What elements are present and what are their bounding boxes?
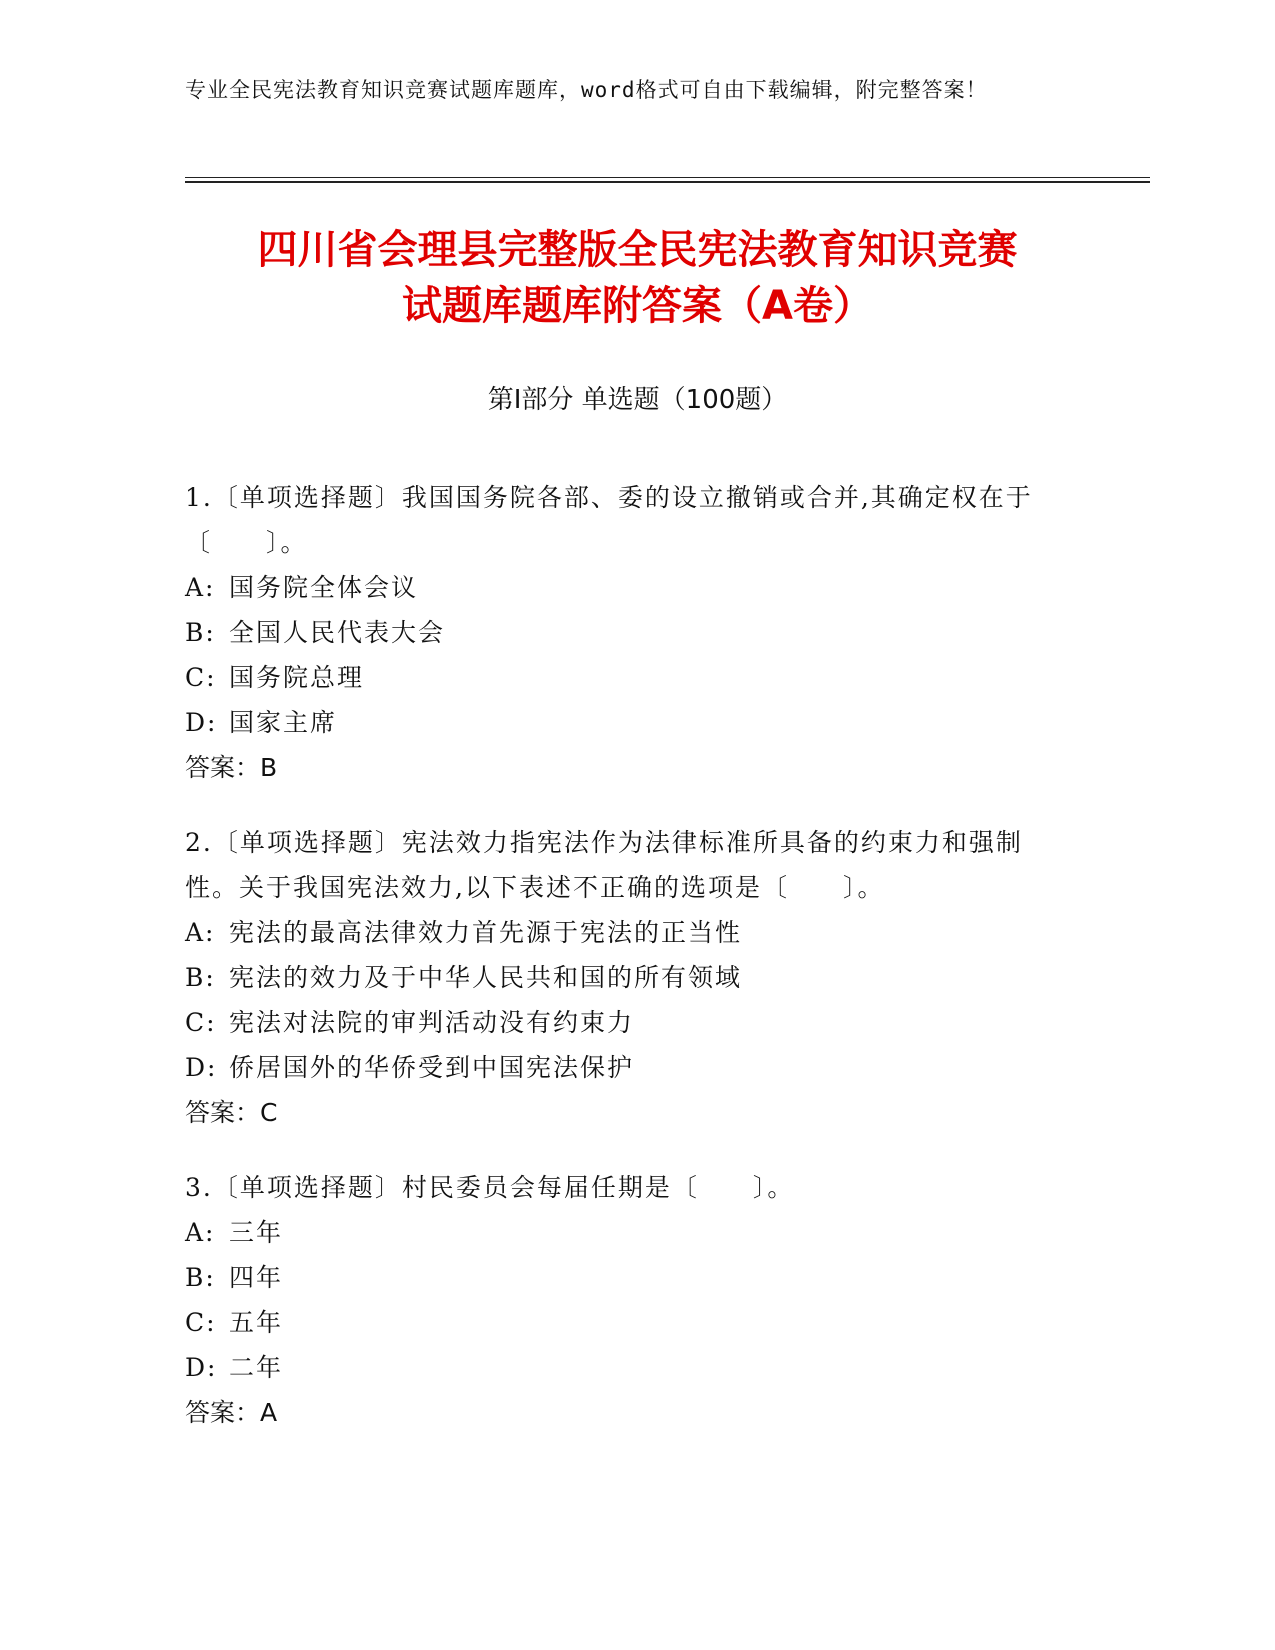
option-key: C: [185,1308,217,1337]
option-key: A: [185,918,216,947]
document-title-line-2: 试题库题库附答案（A卷） [402,283,873,329]
option-b [185,1255,1065,1300]
question-3 [185,1165,1065,1435]
option-text: 宪法的效力及于中华人民共和国的所有领域 [229,963,743,992]
option-b [185,955,1065,1000]
header-divider-thin [185,177,1150,178]
option-text: 五年 [229,1308,284,1337]
option-b [185,610,1065,655]
option-text: 国务院总理 [229,663,365,692]
question-2 [185,820,1065,1135]
option-text: 国务院全体会议 [229,573,419,602]
option-text: 国家主席 [229,708,338,737]
document-title [185,222,1090,334]
option-text: 三年 [229,1218,284,1247]
option-c [185,1300,1065,1345]
section-title: 第I部分 单选题（100题） [487,385,788,415]
option-d [185,700,1065,745]
option-text: 全国人民代表大会 [229,618,446,647]
answer: 答案：A [185,1398,278,1427]
option-key: A: [185,1218,216,1247]
option-c [185,655,1065,700]
option-text: 侨居国外的华侨受到中国宪法保护 [229,1053,635,1082]
question-stem: 2.〔单项选择题〕宪法效力指宪法作为法律标准所具备的约束力和强制性。关于我国宪法效力,以下表述不正确的选项是〔 〕。 [185,828,1023,902]
question-list [185,475,1065,1465]
option-a [185,910,1065,955]
option-key: B: [185,618,216,647]
option-key: C: [185,663,217,692]
answer: 答案：C [185,1098,278,1127]
option-text: 宪法的最高法律效力首先源于宪法的正当性 [229,918,743,947]
option-d [185,1045,1065,1090]
question-stem: 3.〔单项选择题〕村民委员会每届任期是〔 〕。 [185,1173,795,1202]
header-note: 专业全民宪法教育知识竞赛试题库题库，word格式可自由下载编辑，附完整答案！ [185,78,988,102]
option-key: B: [185,963,216,992]
option-text: 宪法对法院的审判活动没有约束力 [229,1008,635,1037]
option-key: D: [185,708,218,737]
option-a [185,1210,1065,1255]
option-key: C: [185,1008,217,1037]
header-divider-thick [185,181,1150,183]
option-key: D: [185,1353,218,1382]
question-1 [185,475,1065,790]
answer: 答案：B [185,753,278,782]
option-key: B: [185,1263,216,1292]
option-c [185,1000,1065,1045]
option-key: A: [185,573,216,602]
document-title-line-1: 四川省会理县完整版全民宪法教育知识竞赛 [257,227,1018,273]
option-d [185,1345,1065,1390]
option-text: 二年 [229,1353,284,1382]
option-text: 四年 [229,1263,284,1292]
option-key: D: [185,1053,218,1082]
option-a [185,565,1065,610]
question-stem: 1.〔单项选择题〕我国国务院各部、委的设立撤销或合并,其确定权在于〔 〕。 [185,483,1033,557]
